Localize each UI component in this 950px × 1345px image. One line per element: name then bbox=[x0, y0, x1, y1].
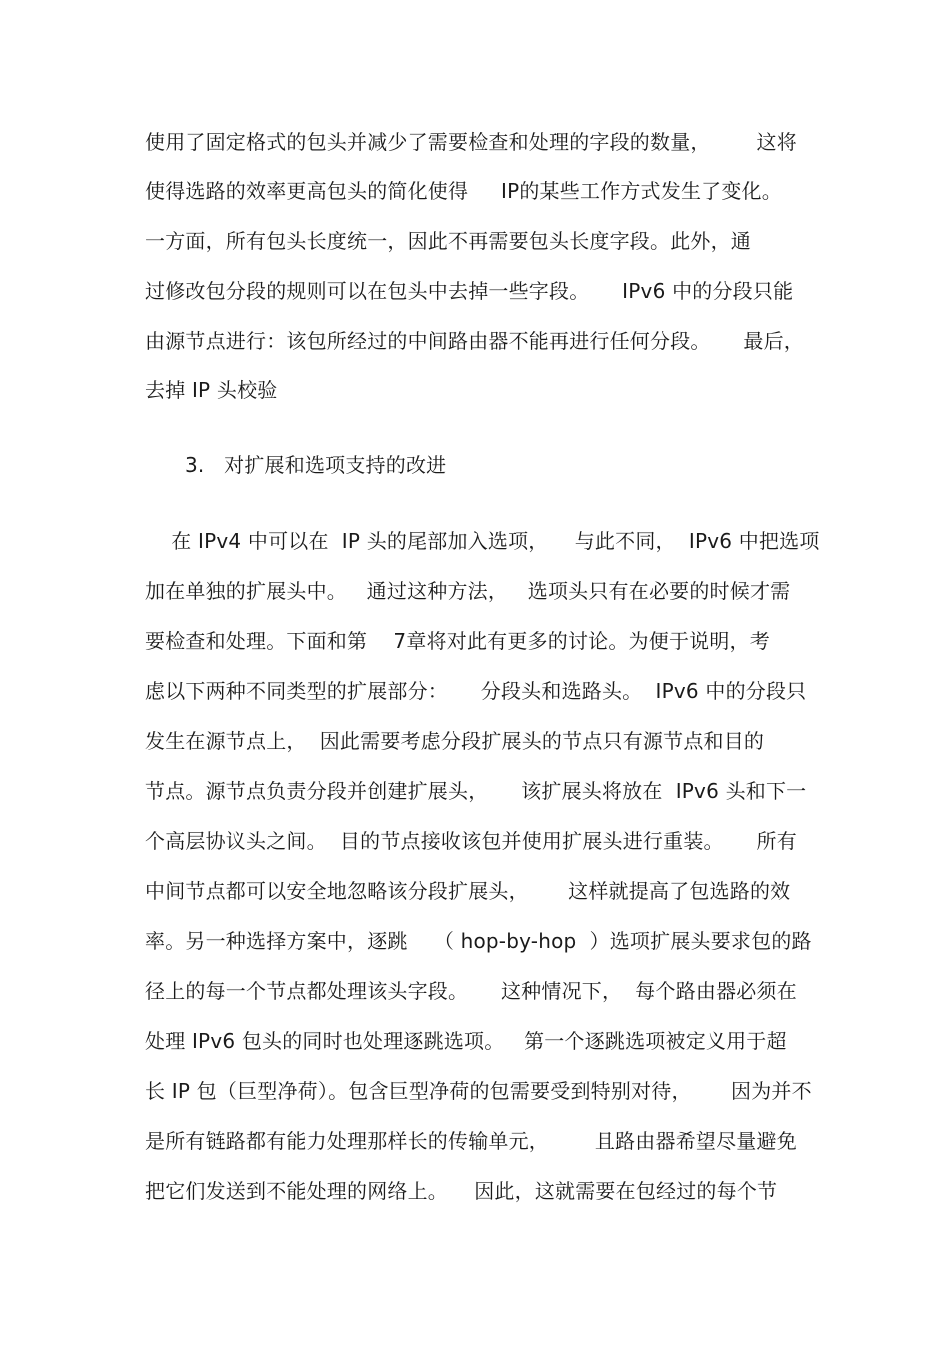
paragraph-1-line-3: 一方面，所有包头长度统一，因此不再需要包头长度字段。此外，通 bbox=[145, 229, 751, 253]
paragraph-2-line-10: 径上的每一个节点都处理该头字段。 这种情况下， 每个路由器必须在 bbox=[145, 979, 797, 1003]
paragraph-1-line-5: 由源节点进行：该包所经过的中间路由器不能再进行任何分段。 最后， bbox=[145, 329, 804, 353]
paragraph-2-line-3: 要检查和处理。下面和第 7章将对此有更多的讨论。为便于说明，考 bbox=[145, 629, 770, 653]
paragraph-2-line-14: 把它们发送到不能处理的网络上。 因此，这就需要在包经过的每个节 bbox=[145, 1179, 778, 1203]
paragraph-2-line-11: 处理 IPv6 包头的同时也处理逐跳选项。 第一个逐跳选项被定义用于超 bbox=[145, 1029, 787, 1053]
paragraph-2-line-9: 率。另一种选择方案中，逐跳 （ hop-by-hop ）选项扩展头要求包的路 bbox=[145, 929, 812, 953]
paragraph-2-line-1: 在 IPv4 中可以在 IP 头的尾部加入选项， 与此不同， IPv6 中把选项 bbox=[145, 529, 820, 553]
paragraph-2-line-12: 长 IP 包（巨型净荷）。包含巨型净荷的包需要受到特别对待， 因为并不 bbox=[145, 1079, 812, 1103]
paragraph-2-line-6: 节点。源节点负责分段并创建扩展头， 该扩展头将放在 IPv6 头和下一 bbox=[145, 779, 807, 803]
paragraph-1-line-6: 去掉 IP 头校验 bbox=[145, 378, 278, 402]
paragraph-2-line-13: 是所有链路都有能力处理那样长的传输单元， 且路由器希望尽量避免 bbox=[145, 1129, 797, 1153]
paragraph-2-line-7: 个高层协议头之间。 目的节点接收该包并使用扩展头进行重装。 所有 bbox=[145, 829, 797, 853]
paragraph-1-line-1: 使用了固定格式的包头并减少了需要检查和处理的字段的数量， 这将 bbox=[145, 130, 797, 154]
paragraph-2-line-2: 加在单独的扩展头中。 通过这种方法， 选项头只有在必要的时候才需 bbox=[145, 579, 791, 603]
paragraph-1-line-2: 使得选路的效率更高包头的简化使得 IP的某些工作方式发生了变化。 bbox=[145, 179, 782, 203]
paragraph-1-line-4: 过修改包分段的规则可以在包头中去掉一些字段。 IPv6 中的分段只能 bbox=[145, 279, 794, 303]
paragraph-2-line-4: 虑以下两种不同类型的扩展部分： 分段头和选路头。 IPv6 中的分段只 bbox=[145, 679, 807, 703]
paragraph-2-line-5: 发生在源节点上， 因此需要考虑分段扩展头的节点只有源节点和目的 bbox=[145, 729, 765, 753]
section-heading: 3. 对扩展和选项支持的改进 bbox=[185, 453, 447, 477]
paragraph-2-line-8: 中间节点都可以安全地忽略该分段扩展头， 这样就提高了包选路的效 bbox=[145, 879, 791, 903]
